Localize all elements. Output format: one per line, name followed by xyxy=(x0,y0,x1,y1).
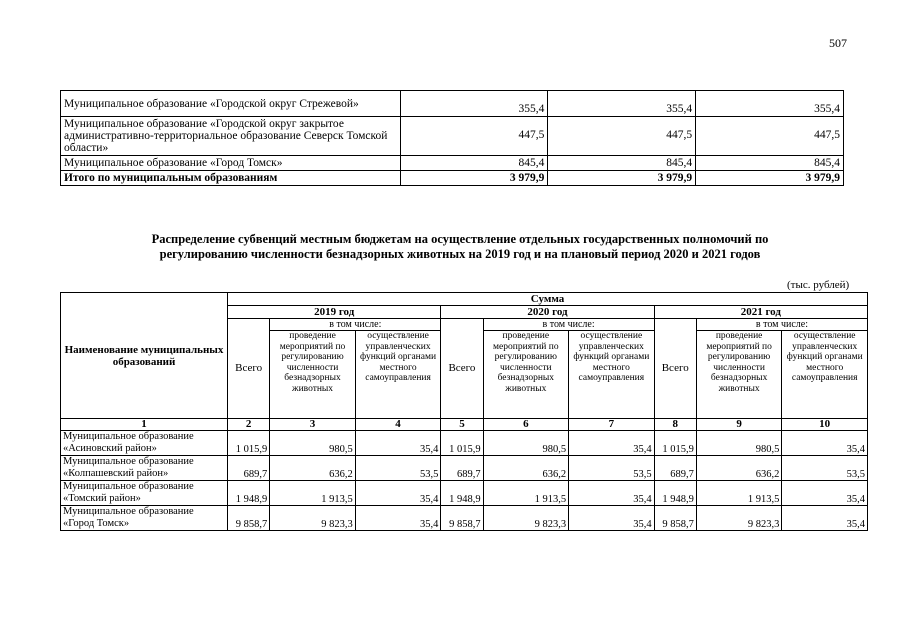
column-number: 9 xyxy=(696,419,782,431)
value-cell: 1 948,9 xyxy=(228,481,270,506)
header-year: 2020 год xyxy=(441,306,654,319)
value-cell: 845,4 xyxy=(696,156,844,171)
value-cell: 355,4 xyxy=(548,91,696,117)
value-cell: 9 858,7 xyxy=(441,506,483,531)
total-label: Итого по муниципальным образованиям xyxy=(61,171,401,186)
total-value: 3 979,9 xyxy=(548,171,696,186)
value-cell: 980,5 xyxy=(483,431,569,456)
value-cell: 35,4 xyxy=(355,506,441,531)
value-cell: 636,2 xyxy=(696,456,782,481)
header-including: в том числе: xyxy=(696,319,867,331)
header-total: Всего xyxy=(228,319,270,419)
value-cell: 636,2 xyxy=(270,456,356,481)
value-cell: 9 858,7 xyxy=(228,506,270,531)
value-cell: 1 913,5 xyxy=(270,481,356,506)
value-cell: 689,7 xyxy=(654,456,696,481)
value-cell: 35,4 xyxy=(782,506,868,531)
municipality-name: Муниципальное образование «Город Томск» xyxy=(61,156,401,171)
header-year: 2021 год xyxy=(654,306,867,319)
value-cell: 53,5 xyxy=(569,456,655,481)
table-row xyxy=(61,456,868,481)
municipality-name: Муниципальное образование «Городской округ закрытое административно-территориальное образование Северск Томской области» xyxy=(61,117,401,156)
header-subcolumn-management: осуществление управленческих функций органами местного самоуправления xyxy=(355,331,441,419)
column-number: 4 xyxy=(355,419,441,431)
table-row xyxy=(61,117,844,156)
total-value: 3 979,9 xyxy=(696,171,844,186)
value-cell: 689,7 xyxy=(228,456,270,481)
total-value: 3 979,9 xyxy=(400,171,548,186)
header-total: Всего xyxy=(654,319,696,419)
total-row xyxy=(61,171,844,186)
value-cell: 35,4 xyxy=(782,431,868,456)
value-cell: 35,4 xyxy=(355,481,441,506)
value-cell: 1 913,5 xyxy=(483,481,569,506)
value-cell: 1 948,9 xyxy=(654,481,696,506)
value-cell: 35,4 xyxy=(569,431,655,456)
table-row xyxy=(61,506,868,531)
header-year: 2019 год xyxy=(228,306,441,319)
value-cell: 1 948,9 xyxy=(441,481,483,506)
column-number: 5 xyxy=(441,419,483,431)
column-number: 3 xyxy=(270,419,356,431)
value-cell: 9 823,3 xyxy=(696,506,782,531)
header-subcolumn-animals: проведение мероприятий по регулированию численности безнадзорных животных xyxy=(483,331,569,419)
table-row xyxy=(61,431,868,456)
value-cell: 845,4 xyxy=(400,156,548,171)
column-number: 6 xyxy=(483,419,569,431)
municipality-name: Муниципальное образование «Томский район» xyxy=(61,481,228,506)
table-row xyxy=(61,481,868,506)
value-cell: 355,4 xyxy=(400,91,548,117)
municipality-name: Муниципальное образование «Городской округ Стрежевой» xyxy=(61,91,401,117)
header-subcolumn-animals: проведение мероприятий по регулированию численности безнадзорных животных xyxy=(270,331,356,419)
header-subcolumn-animals: проведение мероприятий по регулированию численности безнадзорных животных xyxy=(696,331,782,419)
title-line: Распределение субвенций местным бюджетам на осуществление отдельных государственных полномочий по xyxy=(151,232,769,246)
table-row xyxy=(61,156,844,171)
value-cell: 35,4 xyxy=(782,481,868,506)
value-cell: 355,4 xyxy=(696,91,844,117)
value-cell: 1 015,9 xyxy=(441,431,483,456)
municipality-name: Муниципальное образование «Город Томск» xyxy=(61,506,228,531)
column-number-row xyxy=(61,419,868,431)
title-line: регулированию численности безнадзорных животных на 2019 год и на плановый период 2020 и 2021 годов xyxy=(159,247,761,261)
header-including: в том числе: xyxy=(483,319,654,331)
value-cell: 1 015,9 xyxy=(228,431,270,456)
municipality-name: Муниципальное образование «Колпашевский район» xyxy=(61,456,228,481)
value-cell: 447,5 xyxy=(548,117,696,156)
value-cell: 35,4 xyxy=(569,506,655,531)
value-cell: 447,5 xyxy=(400,117,548,156)
unit-label: (тыс. рублей) xyxy=(787,279,850,291)
value-cell: 980,5 xyxy=(696,431,782,456)
value-cell: 1 913,5 xyxy=(696,481,782,506)
value-cell: 447,5 xyxy=(696,117,844,156)
column-number: 1 xyxy=(61,419,228,431)
value-cell: 980,5 xyxy=(270,431,356,456)
subvention-table xyxy=(60,292,868,531)
column-number: 7 xyxy=(569,419,655,431)
value-cell: 1 015,9 xyxy=(654,431,696,456)
header-sum: Сумма xyxy=(228,293,868,306)
page-number: 507 xyxy=(829,36,847,50)
value-cell: 35,4 xyxy=(355,431,441,456)
value-cell: 35,4 xyxy=(569,481,655,506)
table-row xyxy=(61,91,844,117)
value-cell: 9 858,7 xyxy=(654,506,696,531)
value-cell: 9 823,3 xyxy=(270,506,356,531)
value-cell: 9 823,3 xyxy=(483,506,569,531)
value-cell: 845,4 xyxy=(548,156,696,171)
header-name-column: Наименование муниципальных образований xyxy=(61,293,228,419)
value-cell: 53,5 xyxy=(782,456,868,481)
header-subcolumn-management: осуществление управленческих функций органами местного самоуправления xyxy=(782,331,868,419)
document-title xyxy=(60,232,860,262)
header-subcolumn-management: осуществление управленческих функций органами местного самоуправления xyxy=(569,331,655,419)
municipality-name: Муниципальное образование «Асиновский район» xyxy=(61,431,228,456)
value-cell: 53,5 xyxy=(355,456,441,481)
column-number: 8 xyxy=(654,419,696,431)
header-including: в том числе: xyxy=(270,319,441,331)
value-cell: 636,2 xyxy=(483,456,569,481)
column-number: 2 xyxy=(228,419,270,431)
column-number: 10 xyxy=(782,419,868,431)
top-table xyxy=(60,90,844,186)
header-total: Всего xyxy=(441,319,483,419)
value-cell: 689,7 xyxy=(441,456,483,481)
